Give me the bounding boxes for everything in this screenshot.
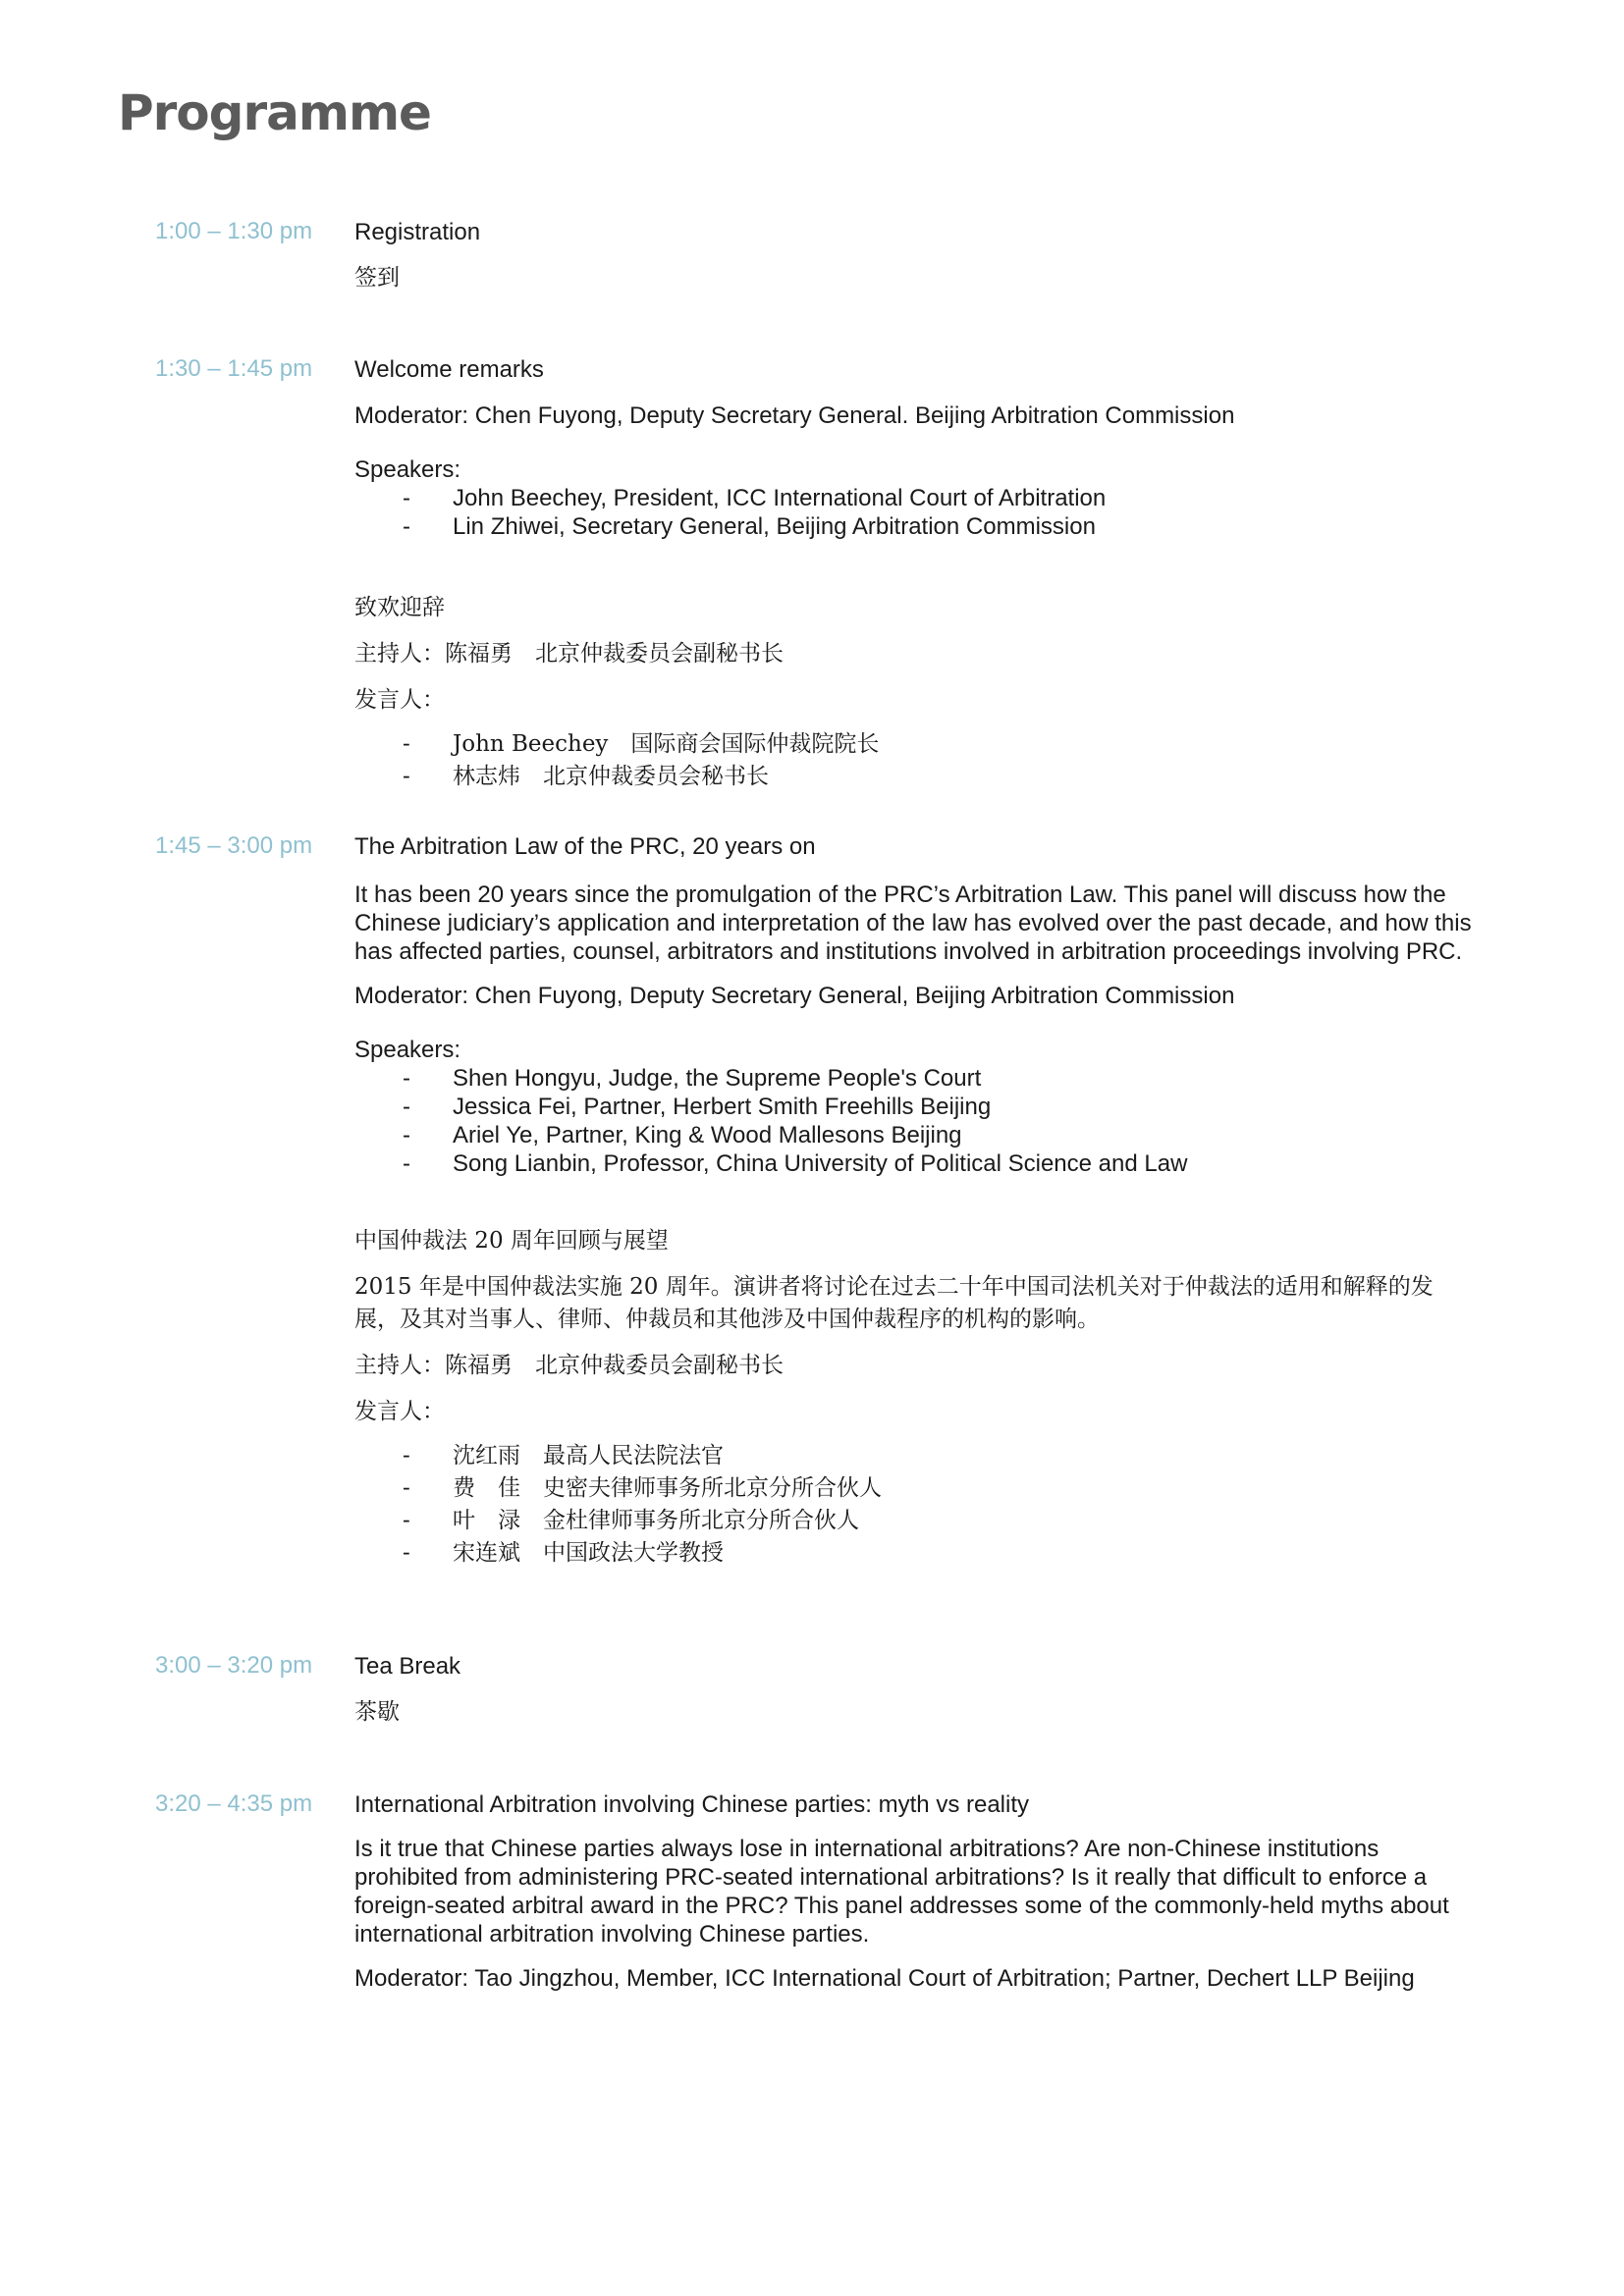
speakers-label-cn: 发言人：: [354, 687, 445, 713]
speaker-item: - Ariel Ye, Partner, King & Wood Mallesons Beijing: [403, 1122, 962, 1148]
speaker-item-cn: - 林志炜 北京仲裁委员会秘书长: [403, 764, 769, 789]
session-title-cn: 中国仲裁法 20 周年回顾与展望: [354, 1228, 669, 1254]
session-time: 1:00 – 1:30 pm: [155, 218, 313, 244]
speaker-item-cn: - John Beechey 国际商会国际仲裁院院长: [403, 731, 880, 757]
moderator: Moderator: Chen Fuyong, Deputy Secretary General, Beijing Arbitration Commission: [354, 983, 1235, 1009]
speaker-item: - Song Lianbin, Professor, China University of Political Science and Law: [403, 1150, 1188, 1177]
speaker-list-cn: [354, 1440, 1474, 1570]
speakers-label: Speakers:: [354, 1037, 461, 1063]
speaker-item-cn: - 宋连斌 中国政法大学教授: [403, 1540, 724, 1566]
session-title: Welcome remarks: [354, 356, 544, 383]
speaker-item-cn: - 沈红雨 最高人民法院法官: [403, 1443, 724, 1468]
session-body: [354, 832, 1474, 1587]
session-body: [354, 355, 1474, 811]
session-time: 1:45 – 3:00 pm: [155, 832, 313, 859]
speaker-item: - Shen Hongyu, Judge, the Supreme People's Court: [403, 1065, 982, 1092]
speaker-list: [354, 484, 1474, 541]
session-description: Is it true that Chinese parties always lose in international arbitrations? Are non-Chinese institutions prohibited from administering PRC-seated international arbitrations? Is it really that difficult to enforce a foreign-seated arbitral award in the PRC? This panel addresses some of the commonly-held myths about international arbitration involving Chinese parties.: [354, 1836, 1449, 1948]
moderator: Moderator: Tao Jingzhou, Member, ICC International Court of Arbitration; Partner, Dechert LLP Beijing: [354, 1965, 1415, 1992]
moderator: Moderator: Chen Fuyong, Deputy Secretary General. Beijing Arbitration Commission: [354, 402, 1235, 429]
session-title-cn: 致欢迎辞: [354, 595, 445, 620]
moderator-cn: 主持人：陈福勇 北京仲裁委员会副秘书长: [354, 1353, 784, 1378]
session-description: It has been 20 years since the promulgation of the PRC’s Arbitration Law. This panel will discuss how the Chinese judiciary’s application and interpretation of the law has evolved over the past decade, and how this has affected parties, counsel, arbitrators and institutions involved in arbitration proceedings involving PRC.: [354, 881, 1472, 965]
speaker-item-cn: - 费 佳 史密夫律师事务所北京分所合伙人: [403, 1475, 882, 1501]
speaker-list: [354, 1064, 1474, 1178]
session-title-cn: 茶歇: [354, 1699, 400, 1725]
session-title: The Arbitration Law of the PRC, 20 years on: [354, 833, 816, 860]
session-title: Registration: [354, 219, 481, 245]
session-body: [354, 1652, 1474, 1729]
speakers-label: Speakers:: [354, 456, 461, 483]
speaker-item-cn: - 叶 渌 金杜律师事务所北京分所合伙人: [403, 1508, 859, 1533]
session-body: [354, 218, 1474, 294]
page-title: Programme: [118, 84, 431, 141]
session-body: [354, 1790, 1474, 2010]
session-time: 3:20 – 4:35 pm: [155, 1790, 313, 1817]
session-title: International Arbitration involving Chinese parties: myth vs reality: [354, 1791, 1029, 1818]
speakers-label-cn: 发言人：: [354, 1399, 445, 1424]
session-title: Tea Break: [354, 1653, 461, 1680]
speaker-item: - John Beechey, President, ICC International Court of Arbitration: [403, 485, 1107, 511]
speaker-item: - Lin Zhiwei, Secretary General, Beijing Arbitration Commission: [403, 513, 1096, 540]
session-description-cn: 2015 年是中国仲裁法实施 20 周年。演讲者将讨论在过去二十年中国司法机关对于仲裁法的适用和解释的发展，及其对当事人、律师、仲裁员和其他涉及中国仲裁程序的机构的影响。: [354, 1274, 1434, 1332]
session-time: 3:00 – 3:20 pm: [155, 1652, 313, 1679]
speaker-item: - Jessica Fei, Partner, Herbert Smith Freehills Beijing: [403, 1094, 992, 1120]
session-time: 1:30 – 1:45 pm: [155, 355, 313, 382]
speaker-list-cn: [354, 728, 1474, 793]
session-title-cn: 签到: [354, 265, 400, 291]
moderator-cn: 主持人：陈福勇 北京仲裁委员会副秘书长: [354, 641, 784, 667]
